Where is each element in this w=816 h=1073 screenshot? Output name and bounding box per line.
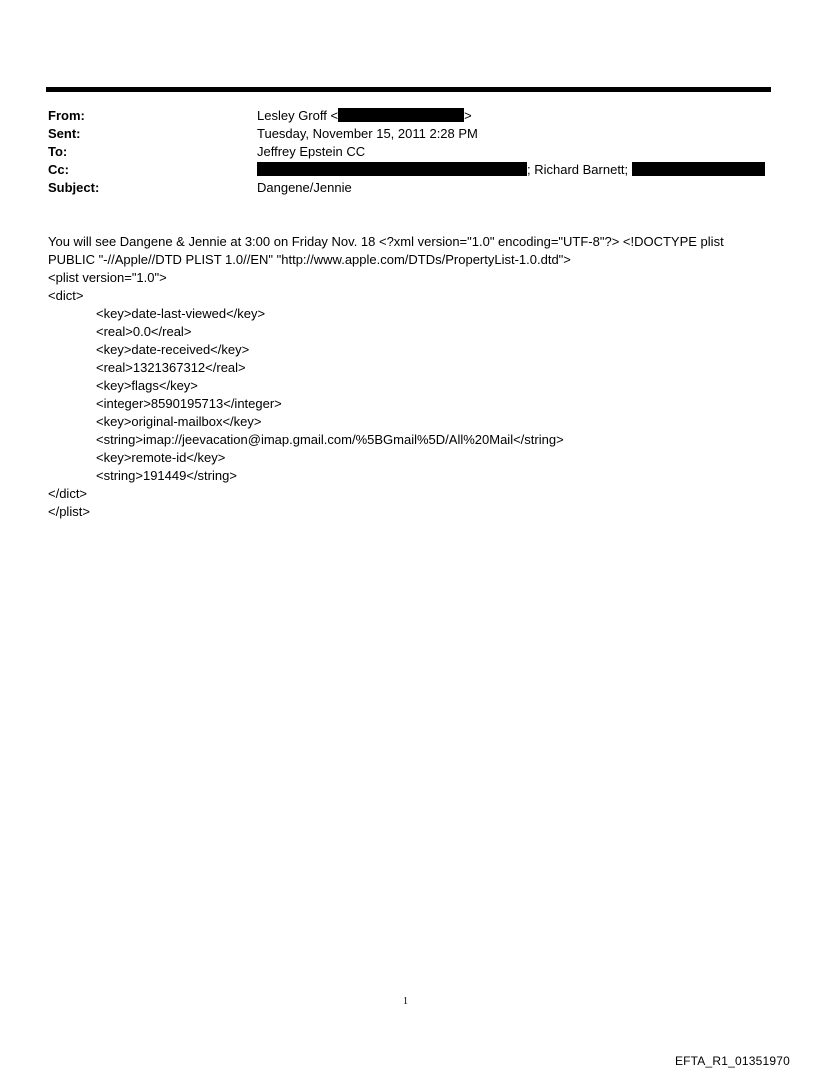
body-line: PUBLIC "-//Apple//DTD PLIST 1.0//EN" "http://www.apple.com/DTDs/PropertyList-1.0.dtd"> [48, 252, 571, 267]
redaction-box [338, 108, 464, 122]
redaction-box [632, 162, 765, 176]
cc-row [48, 161, 768, 179]
to-row [48, 143, 768, 161]
from-row [48, 107, 768, 125]
from-name: Lesley Groff < [257, 108, 339, 123]
body-line: </dict> [48, 486, 88, 501]
cc-value [257, 161, 765, 179]
body-line: <key>remote-id</key> [96, 450, 226, 465]
sent-label: Sent: [48, 126, 81, 141]
body-line: </plist> [48, 504, 90, 519]
body-line: <string>191449</string> [96, 468, 237, 483]
body-line: <integer>8590195713</integer> [96, 396, 282, 411]
page-number: 1 [403, 996, 408, 1007]
body-line: <string>imap://jeevacation@imap.gmail.com/%5BGmail%5D/All%20Mail</string> [96, 432, 564, 447]
subject-row [48, 179, 768, 197]
cc-label: Cc: [48, 162, 69, 177]
body-line: <dict> [48, 288, 84, 303]
sent-value: Tuesday, November 15, 2011 2:28 PM [257, 126, 478, 141]
body-line: <key>original-mailbox</key> [96, 414, 262, 429]
subject-label: Subject: [48, 180, 100, 195]
redaction-box [257, 162, 527, 176]
email-header [48, 107, 768, 197]
header-rule [46, 87, 771, 92]
email-body [48, 233, 772, 521]
from-suffix: > [464, 108, 472, 123]
to-value: Jeffrey Epstein CC [257, 144, 366, 159]
body-line: <real>0.0</real> [96, 324, 192, 339]
sent-row [48, 125, 768, 143]
cc-middle: ; Richard Barnett; [527, 162, 629, 177]
body-line: <key>date-last-viewed</key> [96, 306, 266, 321]
from-label: From: [48, 108, 85, 123]
body-line: <real>1321367312</real> [96, 360, 246, 375]
subject-value: Dangene/Jennie [257, 180, 352, 195]
from-value [257, 107, 472, 125]
body-line: <key>flags</key> [96, 378, 198, 393]
to-label: To: [48, 144, 68, 159]
body-line: You will see Dangene & Jennie at 3:00 on Friday Nov. 18 <?xml version="1.0" encoding="UTF-8"?> <!DOCTYPE plist [48, 234, 724, 249]
bates-number: EFTA_R1_01351970 [674, 1054, 790, 1068]
body-line: <key>date-received</key> [96, 342, 250, 357]
body-line: <plist version="1.0"> [48, 270, 167, 285]
